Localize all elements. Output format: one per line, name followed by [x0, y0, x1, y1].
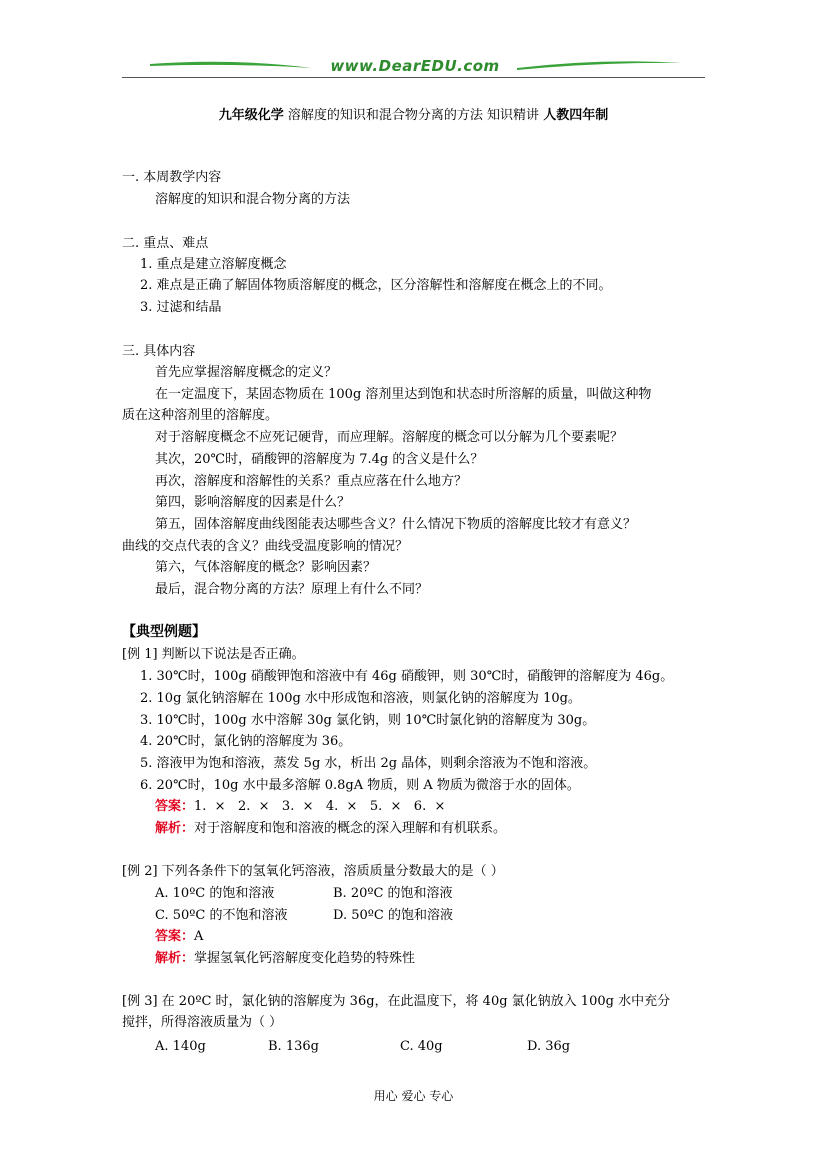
- section3-line: 质在这种溶剂里的溶解度。: [122, 408, 279, 423]
- example1-item: 1. 30℃时，100g 硝酸钾饱和溶液中有 46g 硝酸钾，则 30℃时，硝酸钾的溶解度为 46g。: [140, 669, 674, 684]
- section3-line: 曲线的交点代表的含义？曲线受温度影响的情况？: [122, 539, 409, 554]
- example1-analysis: [155, 820, 506, 838]
- example3-option-d: D. 36g: [527, 1039, 571, 1054]
- example3-title-cont: 搅拌，所得溶液质量为（ ）: [122, 1015, 283, 1030]
- answer-value: A: [194, 929, 204, 944]
- answer-label: 答案：: [155, 799, 195, 814]
- section3-line: 对于溶解度概念不应死记硬背，而应理解。溶解度的概念可以分解为几个要素呢？: [155, 430, 624, 445]
- example1-item: 2. 10g 氯化钠溶解在 100g 水中形成饱和溶液，则氯化钠的溶解度为 10g。: [140, 691, 581, 706]
- section3-line: 第四，影响溶解度的因素是什么？: [155, 495, 351, 510]
- example3-option-b: B. 136g: [268, 1039, 319, 1054]
- analysis-label: 解析：: [155, 821, 195, 836]
- answer-value: 1. × 2. × 3. × 4. × 5. × 6. ×: [194, 799, 446, 814]
- analysis-label: 解析：: [155, 951, 195, 966]
- site-logo: www.DearEDU.com: [330, 57, 500, 75]
- section3-line: 首先应掌握溶解度概念的定义？: [155, 365, 338, 380]
- example1-item: 6. 20℃时，10g 水中最多溶解 0.8gA 物质，则 A 物质为微溶于水的固体。: [140, 778, 580, 793]
- section1-body: 溶解度的知识和混合物分离的方法: [155, 192, 351, 207]
- example2-analysis: [155, 950, 415, 968]
- answer-label: 答案：: [155, 929, 195, 944]
- section3-line: 再次，溶解度和溶解性的关系？重点应落在什么地方？: [155, 474, 468, 489]
- title-subject: 九年级化学: [218, 108, 284, 123]
- example2-answer: [155, 928, 203, 946]
- analysis-value: 对于溶解度和饱和溶液的概念的深入理解和有机联系。: [194, 821, 507, 836]
- example1-title: [例 1] 判断以下说法是否正确。: [122, 647, 305, 662]
- section3-line: 第六，气体溶解度的概念？影响因素？: [155, 560, 377, 575]
- section3-line: 在一定温度下，某固态物质在 100g 溶剂里达到饱和状态时所溶解的质量，叫做这种物: [155, 387, 652, 402]
- example3-title: [例 3] 在 20ºC 时，氯化钠的溶解度为 36g，在此温度下，将 40g 氯化钠放入 100g 水中充分: [122, 994, 671, 1009]
- title-topic: 溶解度的知识和混合物分离的方法 知识精讲: [283, 108, 544, 123]
- section2-item: 2. 难点是正确了解固体物质溶解度的概念，区分溶解性和溶解度在概念上的不同。: [140, 278, 612, 293]
- example2-option-d: D. 50ºC 的饱和溶液: [333, 908, 453, 923]
- examples-heading: 【典型例题】: [122, 624, 206, 640]
- example1-answer: [155, 798, 445, 816]
- section2-heading: 二. 重点、难点: [122, 236, 209, 251]
- example1-item: 3. 10℃时，100g 水中溶解 30g 氯化钠，则 10℃时氯化钠的溶解度为 30g。: [140, 713, 596, 728]
- page-header: [122, 54, 705, 84]
- section3-heading: 三. 具体内容: [122, 344, 196, 359]
- example1-item: 5. 溶液甲为饱和溶液，蒸发 5g 水，析出 2g 晶体，则剩余溶液为不饱和溶液。: [140, 756, 597, 771]
- example2-option-b: B. 20ºC 的饱和溶液: [333, 886, 453, 901]
- section1-heading: 一. 本周教学内容: [122, 170, 222, 185]
- section2-item: 1. 重点是建立溶解度概念: [140, 257, 287, 272]
- section3-line: 最后，混合物分离的方法？原理上有什么不同？: [155, 582, 429, 597]
- section3-line: 第五，固体溶解度曲线图能表达哪些含义？什么情况下物质的溶解度比较才有意义？: [155, 517, 637, 532]
- header-rule: [122, 77, 705, 78]
- example2-title: [例 2] 下列各条件下的氢氧化钙溶液，溶质质量分数最大的是（ ）: [122, 864, 504, 879]
- example3-option-c: C. 40g: [400, 1039, 443, 1054]
- example2-option-a: A. 10ºC 的饱和溶液: [155, 886, 275, 901]
- page-footer: 用心 爱心 专心: [373, 1089, 454, 1103]
- analysis-value: 掌握氢氧化钙溶解度变化趋势的特殊性: [194, 951, 416, 966]
- document-title: [0, 104, 827, 123]
- section2-item: 3. 过滤和结晶: [140, 300, 222, 315]
- example2-option-c: C. 50ºC 的不饱和溶液: [155, 908, 288, 923]
- section3-line: 其次，20℃时，硝酸钾的溶解度为 7.4g 的含义是什么？: [155, 452, 484, 467]
- example1-item: 4. 20℃时，氯化钠的溶解度为 36。: [140, 734, 352, 749]
- title-edition: 人教四年制: [543, 108, 609, 123]
- example3-option-a: A. 140g: [155, 1039, 206, 1054]
